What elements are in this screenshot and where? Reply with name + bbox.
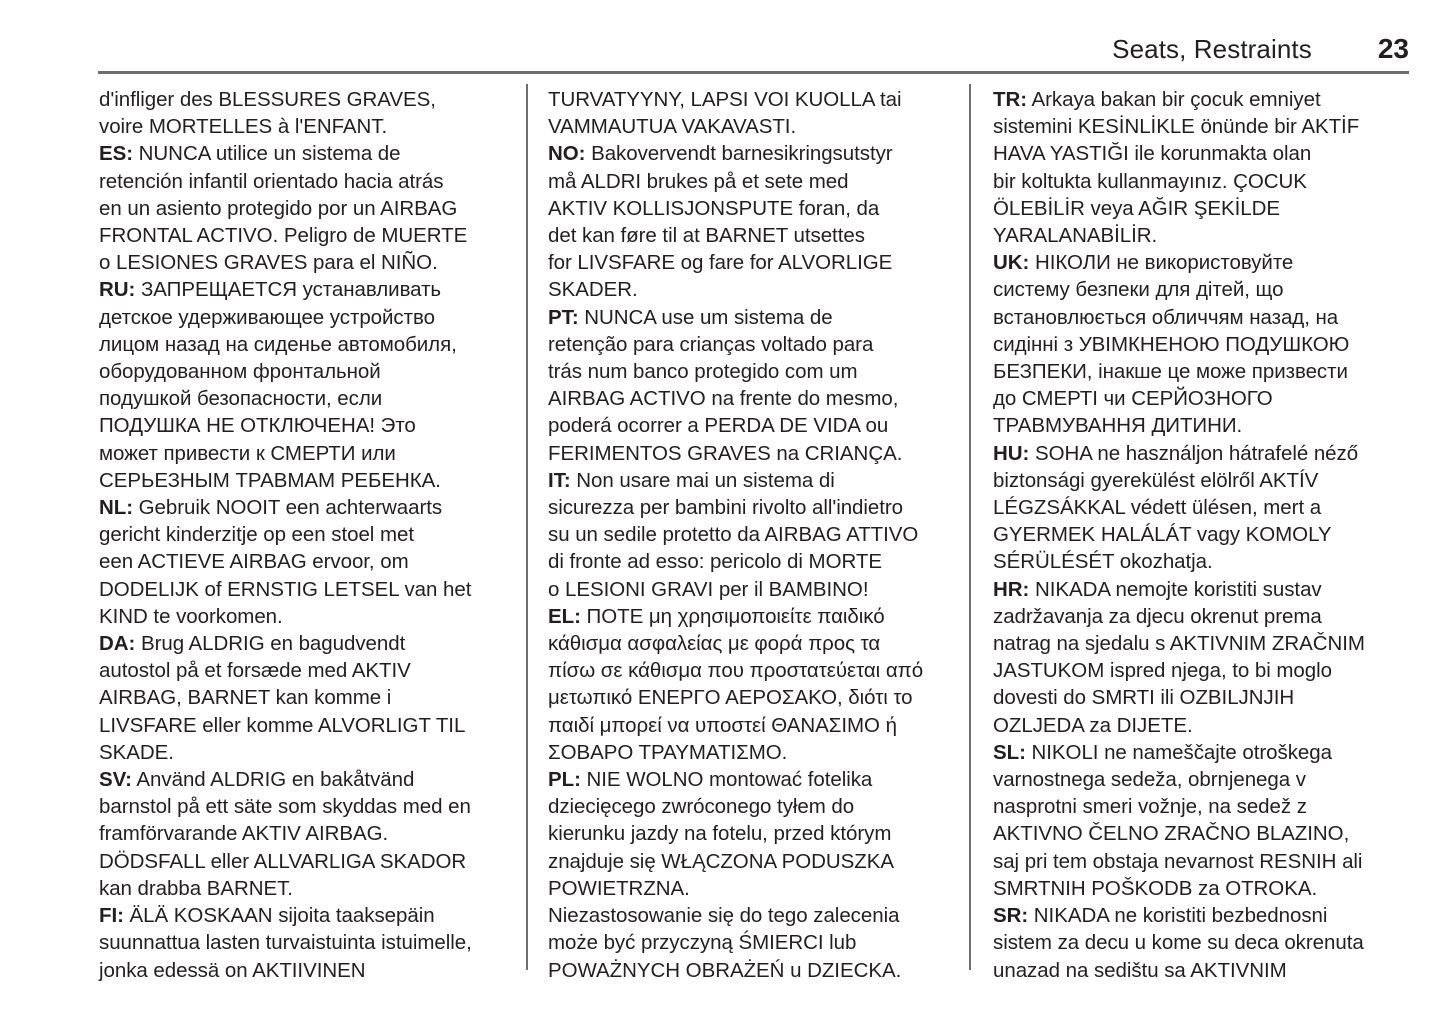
language-code: SL: xyxy=(993,740,1026,764)
text-line: SR: NIKADA ne koristiti bezbednosni xyxy=(993,904,1328,928)
text-line: bir koltukta kullanmayınız. ÇOCUK xyxy=(993,169,1307,193)
page-number: 23 xyxy=(1377,33,1409,64)
text-line: AKTIV KOLLISJONSPUTE foran, da xyxy=(548,196,880,220)
text-line: может привести к СМЕРТИ или xyxy=(99,441,396,465)
text-line: TR: Arkaya bakan bir çocuk emniyet xyxy=(993,88,1321,111)
text-line: en un asiento protegido por un AIRBAG xyxy=(99,196,458,220)
text-line: su un sedile protetto da AIRBAG ATTIVO xyxy=(548,523,919,547)
text-line: suunnattua lasten turvaistuinta istuimelle, xyxy=(99,931,472,955)
text-line: AIRBAG ACTIVO na frente do mesmo, xyxy=(548,387,899,411)
language-code: UK: xyxy=(993,251,1030,275)
text-line: o LESIONI GRAVI per il BAMBINO! xyxy=(548,577,869,601)
page-header xyxy=(98,34,1409,74)
text-line: СЕРЬЕЗНЫМ ТРАВМАМ РЕБЕНКА. xyxy=(99,468,441,492)
text-line: jonka edessä on AKTIIVINEN xyxy=(99,958,366,982)
text-line: сидінні з УВІМКНЕНОЮ ПОДУШКОЮ xyxy=(993,332,1350,356)
text-line: до СМЕРТІ чи СЕРЙОЗНОГО xyxy=(993,387,1273,411)
column-divider-2 xyxy=(969,84,971,970)
text-line: систему безпеки для дітей, що xyxy=(993,278,1284,302)
text-line: framförvarande AKTIV AIRBAG. xyxy=(99,822,389,846)
language-code: TR: xyxy=(993,88,1028,111)
text-line: PL: NIE WOLNO montować fotelika xyxy=(548,768,873,792)
text-line: JASTUKOM ispred njega, to bi moglo xyxy=(993,659,1332,683)
language-code: SR: xyxy=(993,904,1029,928)
text-line: trás num banco protegido com um xyxy=(548,360,858,384)
text-line: for LIVSFARE og fare for ALVORLIGE xyxy=(548,251,893,275)
text-line: EL: ΠΟΤΕ μη χρησιμοποιείτε παιδικό xyxy=(548,604,885,628)
text-line: лицом назад на сиденье автомобиля, xyxy=(99,332,457,356)
text-line: sistem za decu u kome su deca okrenuta xyxy=(993,931,1364,955)
text-line: ТРАВМУВАННЯ ДИТИНИ. xyxy=(993,414,1243,438)
text-line: RU: ЗАПРЕЩАЕТСЯ устанавливать xyxy=(99,278,442,302)
text-line: poderá ocorrer a PERDA DE VIDA ou xyxy=(548,414,889,438)
text-columns xyxy=(0,86,1445,982)
text-line: autostol på et forsæde med AKTIV xyxy=(99,659,411,683)
text-line: natrag na sjedalu s AKTIVNIM ZRAČNIM xyxy=(993,632,1365,656)
text-line: sicurezza per bambini rivolto all'indietro xyxy=(548,496,904,520)
text-line: HR: NIKADA nemojte koristiti sustav xyxy=(993,577,1322,601)
text-line: детское удерживающее устройство xyxy=(99,305,435,329)
language-code: HU: xyxy=(993,441,1030,465)
text-line: een ACTIEVE AIRBAG ervoor, om xyxy=(99,550,409,574)
text-line: biztonsági gyerekülést elölről AKTÍV xyxy=(993,468,1319,492)
text-line: NL: Gebruik NOOIT een achterwaarts xyxy=(99,496,443,520)
text-line: подушкой безопасности, если xyxy=(99,387,383,411)
text-line: kan drabba BARNET. xyxy=(99,876,293,900)
text-line: FERIMENTOS GRAVES na CRIANÇA. xyxy=(548,441,903,465)
text-line: μετωπικό ΕΝΕΡΓΟ ΑΕΡΟΣΑΚΟ, διότι το xyxy=(548,686,913,710)
language-code: PT: xyxy=(548,305,579,329)
text-line: OZLJEDA za DIJETE. xyxy=(993,713,1193,737)
column-3-body xyxy=(993,86,1405,984)
header-divider-rule xyxy=(98,71,1409,74)
text-line: KIND te voorkomen. xyxy=(99,604,283,628)
text-line: AIRBAG, BARNET kan komme i xyxy=(99,686,392,710)
text-line: POWAŻNYCH OBRAŻEŃ u DZIECKA. xyxy=(548,958,902,982)
text-line: κάθισμα ασφαλείας με φορά προς τα xyxy=(548,632,881,656)
language-code: IT: xyxy=(548,468,571,492)
text-line: retención infantil orientado hacia atrás xyxy=(99,169,444,193)
language-code: HR: xyxy=(993,577,1030,601)
text-line: встановлюється обличчям назад, на xyxy=(993,305,1339,329)
text-line: może być przyczyną ŚMIERCI lub xyxy=(548,931,857,955)
text-line: kierunku jazdy na fotelu, przed którym xyxy=(548,822,892,846)
text-line: nasprotni smeri vožnje, na sedež z xyxy=(993,795,1307,819)
text-line: SL: NIKOLI ne nameščajte otroškega xyxy=(993,740,1332,764)
text-line: SÉRÜLÉSÉT okozhatja. xyxy=(993,550,1213,574)
text-line: VAMMAUTUA VAKAVASTI. xyxy=(548,115,797,139)
language-code: DA: xyxy=(99,632,136,656)
text-line: ÖLEBİLİR veya AĞIR ŞEKİLDE xyxy=(993,196,1280,220)
text-line: gericht kinderzitje op een stoel met xyxy=(99,523,414,547)
text-line: YARALANABİLİR. xyxy=(993,224,1158,248)
text-line: zadržavanja za djecu okrenut prema xyxy=(993,604,1322,628)
language-code: PL: xyxy=(548,768,581,792)
text-line: БЕЗПЕКИ, інакше це може призвести xyxy=(993,360,1348,384)
text-line: πίσω σε κάθισμα που προστατεύεται από xyxy=(548,659,924,683)
text-line: HAVA YASTIĞI ile korunmakta olan xyxy=(993,142,1312,166)
language-code: NL: xyxy=(99,496,134,520)
text-line: FRONTAL ACTIVO. Peligro de MUERTE xyxy=(99,224,468,248)
text-line: GYERMEK HALÁLÁT vagy KOMOLY xyxy=(993,523,1332,547)
text-line: Niezastosowanie się do tego zalecenia xyxy=(548,904,900,928)
text-line: POWIETRZNA. xyxy=(548,876,690,900)
text-line: znajduje się WŁĄCZONA PODUSZKA xyxy=(548,849,894,873)
text-line: SV: Använd ALDRIG en bakåtvänd xyxy=(99,768,415,792)
text-line: unazad na sedištu sa AKTIVNIM xyxy=(993,958,1287,982)
text-line: sistemini KESİNLİKLE önünde bir AKTİF xyxy=(993,115,1360,139)
text-line: ПОДУШКА НЕ ОТКЛЮЧЕНА! Это xyxy=(99,414,416,438)
text-line: PT: NUNCA use um sistema de xyxy=(548,305,833,329)
text-line: LIVSFARE eller komme ALVORLIGT TIL xyxy=(99,713,466,737)
language-code: NO: xyxy=(548,142,586,166)
column-divider-1 xyxy=(526,84,528,970)
text-column-1 xyxy=(99,86,511,984)
text-line: SKADE. xyxy=(99,740,174,764)
column-1-body xyxy=(99,86,511,984)
text-line: må ALDRI brukes på et sete med xyxy=(548,169,849,193)
text-line: LÉGZSÁKKAL védett ülésen, mert a xyxy=(993,496,1322,520)
text-line: SMRTNIH POŠKODB za OTROKA. xyxy=(993,876,1318,900)
text-column-2 xyxy=(548,86,960,984)
text-line: varnostnega sedeža, obrnjenega v xyxy=(993,768,1306,792)
text-line: dziecięcego zwróconego tyłem do xyxy=(548,795,855,819)
text-line: d'infliger des BLESSURES GRAVES, xyxy=(99,88,436,111)
text-line: оборудованном фронтальной xyxy=(99,360,381,384)
column-2-body xyxy=(548,86,960,984)
text-column-3 xyxy=(993,86,1405,984)
page-title: Seats, Restraints xyxy=(1112,34,1312,64)
text-line: saj pri tem obstaja nevarnost RESNIH ali xyxy=(993,849,1363,873)
language-code: FI: xyxy=(99,904,124,928)
text-line: o LESIONES GRAVES para el NIÑO. xyxy=(99,251,438,275)
text-line: voire MORTELLES à l'ENFANT. xyxy=(99,115,388,139)
language-code: RU: xyxy=(99,278,136,302)
language-code: SV: xyxy=(99,768,132,792)
text-line: ES: NUNCA utilice un sistema de xyxy=(99,142,401,166)
text-line: ΣΟΒΑΡΟ ΤΡΑΥΜΑΤΙΣΜΟ. xyxy=(548,740,788,764)
text-line: dovesti do SMRTI ili OZBILJNJIH xyxy=(993,686,1295,710)
language-code: EL: xyxy=(548,604,581,628)
text-line: DÖDSFALL eller ALLVARLIGA SKADOR xyxy=(99,849,467,873)
text-line: retenção para crianças voltado para xyxy=(548,332,874,356)
text-line: di fronte ad esso: pericolo di MORTE xyxy=(548,550,882,574)
text-line: TURVATYYNY, LAPSI VOI KUOLLA tai xyxy=(548,88,902,111)
text-line: SKADER. xyxy=(548,278,638,302)
language-code: ES: xyxy=(99,142,134,166)
text-line: barnstol på ett säte som skyddas med en xyxy=(99,795,471,819)
text-line: DODELIJK of ERNSTIG LETSEL van het xyxy=(99,577,472,601)
text-line: FI: ÄLÄ KOSKAAN sijoita taaksepäin xyxy=(99,904,435,928)
text-line: AKTIVNO ČELNO ZRAČNO BLAZINO, xyxy=(993,822,1350,846)
text-line: det kan føre til at BARNET utsettes xyxy=(548,224,865,248)
text-line: HU: SOHA ne használjon hátrafelé néző xyxy=(993,441,1359,465)
text-line: IT: Non usare mai un sistema di xyxy=(548,468,835,492)
text-line: UK: НІКОЛИ не використовуйте xyxy=(993,251,1294,275)
text-line: DA: Brug ALDRIG en bagudvendt xyxy=(99,632,406,656)
text-line: παιδί μπορεί να υποστεί ΘΑΝΑΣΙΜΟ ή xyxy=(548,713,897,737)
text-line: NO: Bakovervendt barnesikringsutstyr xyxy=(548,142,893,166)
